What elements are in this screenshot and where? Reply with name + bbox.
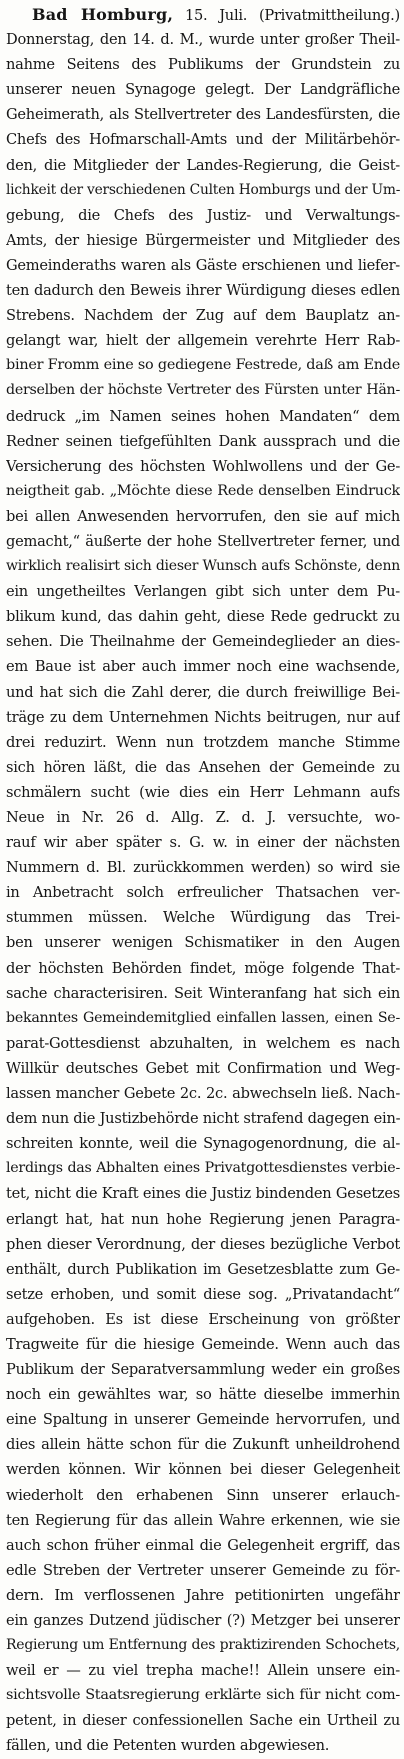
article-line: weil er — zu viel trepha mache!! Allein unsere ein- xyxy=(6,1662,400,1680)
article-line: tet, nicht die Kraft eines die Justiz bindenden Gesetzes xyxy=(6,1185,400,1203)
article-line: ein ganzes Dutzend jüdischer (?) Metzger bei unserer xyxy=(6,1612,400,1629)
article-line: setze erhoben, und somit diese sog. „Privatandacht“ xyxy=(6,1285,400,1303)
article-line: Publikum der Separatversammlung weder ein großes xyxy=(6,1361,400,1379)
article-line: noch ein gewähltes war, so hätte dieselbe immerhin xyxy=(6,1386,400,1404)
article-line: Redner seinen tiefgefühlten Dank aussprach und die xyxy=(6,432,400,450)
article-line: erlangt hat, hat nun hohe Regierung jenen Paragra- xyxy=(6,1210,400,1228)
article-line xyxy=(6,2,400,27)
article-line: Regierung um Entfernung des praktizirenden Schochets, xyxy=(6,1637,400,1654)
article-line: schreiten konnte, weil die Synagogenordnung, die al- xyxy=(6,1135,400,1153)
article-line: ten Regierung für das allein Wahre erkennen, wie sie xyxy=(6,1511,400,1529)
article-line: dedruck „im Namen seines hohen Mandaten“ dem xyxy=(6,407,400,425)
article-line: sehen. Die Theilnahme der Gemeindeglieder an dies- xyxy=(6,633,400,651)
article-line: wirklich realisirt sich dieser Wunsch aufs Schönste, denn xyxy=(6,558,400,575)
article-line: Chefs des Hofmarschall-Amts und der Militärbehör- xyxy=(6,131,400,149)
article-line: unserer neuen Synagoge gelegt. Der Landgräfliche xyxy=(6,81,400,99)
article-line: Gemeinderaths waren als Gäste erschienen und liefer- xyxy=(6,256,400,274)
article-line: Tragweite für die hiesige Gemeinde. Wenn auch das xyxy=(6,1335,400,1353)
article-line: ben unserer wenigen Schismatiker in den Augen xyxy=(6,934,400,952)
article-line: stummen müssen. Welche Würdigung das Trei- xyxy=(6,909,400,927)
article-line: wiederholt den erhabenen Sinn unserer erlauch- xyxy=(6,1486,400,1504)
article-line: den, die Mitglieder der Landes-Regierung, die Geist- xyxy=(6,156,400,174)
article-line: Donnerstag, den 14. d. M., wurde unter großer Theil- xyxy=(6,31,400,49)
article-line: und hat sich die Zahl derer, die durch freiwillige Bei- xyxy=(6,683,400,701)
article-line: ein ungetheiltes Verlangen gibt sich unter dem Pu- xyxy=(6,583,400,601)
article-line: Versicherung des höchsten Wohlwollens und der Ge- xyxy=(6,457,400,475)
article-line: ten dadurch den Beweis ihrer Würdigung dieses edlen xyxy=(6,282,400,300)
article-line: biner Fromm eine so gediegene Festrede, daß am Ende xyxy=(6,357,400,374)
article-line: Neue in Nr. 26 d. Allg. Z. d. J. versuchte, wo- xyxy=(6,809,400,826)
article-line: auch schon früher einmal die Gelegenheit ergriff, das xyxy=(6,1536,400,1554)
article-line: blikum kund, das dahin geht, diese Rede gedruckt zu xyxy=(6,608,400,626)
article-line: lichkeit der verschiedenen Culten Homburgs und der Um- xyxy=(6,181,400,198)
article-line: lassen mancher Gebete 2c. 2c. abwechseln ließ. Nach- xyxy=(6,1085,400,1103)
article-line: phen dieser Verordnung, der dieses bezügliche Verbot xyxy=(6,1235,400,1253)
article-line: Nummern d. Bl. zurückkommen werden) so wird sie xyxy=(6,859,400,877)
article-line: Strebens. Nachdem der Zug auf dem Bauplatz an- xyxy=(6,307,400,325)
article-line: in Anbetracht solch erfreulicher Thatsachen ver- xyxy=(6,884,400,902)
article-line: träge zu dem Unternehmen Nichts beitrugen, nur auf xyxy=(6,708,400,726)
article-line: nahme Seitens des Publikums der Grundstein zu xyxy=(6,56,400,74)
article-line: schmälern sucht (wie dies ein Herr Lehmann aufs xyxy=(6,783,400,801)
article-line: werden können. Wir können bei dieser Gelegenheit xyxy=(6,1461,400,1479)
article-line: edle Streben der Vertreter unserer Gemeinde zu för- xyxy=(6,1561,400,1579)
article-line: Willkür deutsches Gebet mit Confirmation und Weg- xyxy=(6,1059,400,1077)
article-line: drei reduzirt. Wenn nun trotzdem manche Stimme xyxy=(6,733,400,751)
article-line: enthält, durch Publikation im Gesetzesblatte zum Ge- xyxy=(6,1260,400,1278)
article-line: sichtsvolle Staatsregierung erklärte sich für nicht com- xyxy=(6,1687,400,1704)
article-line: gemacht,“ äußerte der hohe Stellvertreter ferner, und xyxy=(6,532,400,550)
article-line: der höchsten Behörden findet, möge folgende That- xyxy=(6,959,400,977)
article-line: dern. Im verflossenen Jahre petitionirten ungefähr xyxy=(6,1586,400,1604)
article-line: gelangt war, hielt der allgemein verehrte Herr Rab- xyxy=(6,332,400,350)
article-line: dies allein hätte schon für die Zukunft unheildrohend xyxy=(6,1436,400,1454)
article-line-text: 15. Juli. (Privatmittheilung.) xyxy=(173,7,400,24)
article-line: em Baue ist aber auch immer noch eine wachsende, xyxy=(6,658,400,676)
article-line: bei allen Anwesenden hervorrufen, den sie auf mich xyxy=(6,507,400,525)
article-line: sich hören läßt, die das Ansehen der Gemeinde zu xyxy=(6,758,400,776)
article-line: bekanntes Gemeindemitglied einfallen lassen, einen Se- xyxy=(6,1009,400,1026)
article-line: fällen, und die Petenten wurden abgewiesen. xyxy=(6,1737,330,1755)
article-line: parat-Gottesdienst abzuhalten, in welchem es nach xyxy=(6,1034,400,1052)
dateline: Bad Homburg, xyxy=(32,5,174,24)
article-line: dem nun die Justizbehörde nicht strafend dagegen ein- xyxy=(6,1110,400,1128)
article-line: petent, in dieser confessionellen Sache ein Urtheil zu xyxy=(6,1712,400,1730)
article-line: gebung, die Chefs des Justiz- und Verwaltungs- xyxy=(6,206,400,224)
article-line: lerdings das Abhalten eines Privatgottesdienstes verbie- xyxy=(6,1160,400,1177)
article-line: rauf wir aber später s. G. w. in einer der nächsten xyxy=(6,834,400,852)
article-line: Geheimerath, als Stellvertreter des Landesfürsten, die xyxy=(6,106,400,124)
article-line: eine Spaltung in unserer Gemeinde hervorrufen, und xyxy=(6,1411,400,1429)
article-line: sache characterisiren. Seit Winteranfang hat sich ein xyxy=(6,984,400,1002)
article-line: aufgehoben. Es ist diese Erscheinung von größter xyxy=(6,1310,400,1328)
article-line: derselben der höchste Vertreter des Fürsten unter Hän- xyxy=(6,382,400,399)
article-line: Amts, der hiesige Bürgermeister und Mitglieder des xyxy=(6,231,400,249)
article-line: neigtheit gab. „Möchte diese Rede denselben Eindruck xyxy=(6,482,400,499)
